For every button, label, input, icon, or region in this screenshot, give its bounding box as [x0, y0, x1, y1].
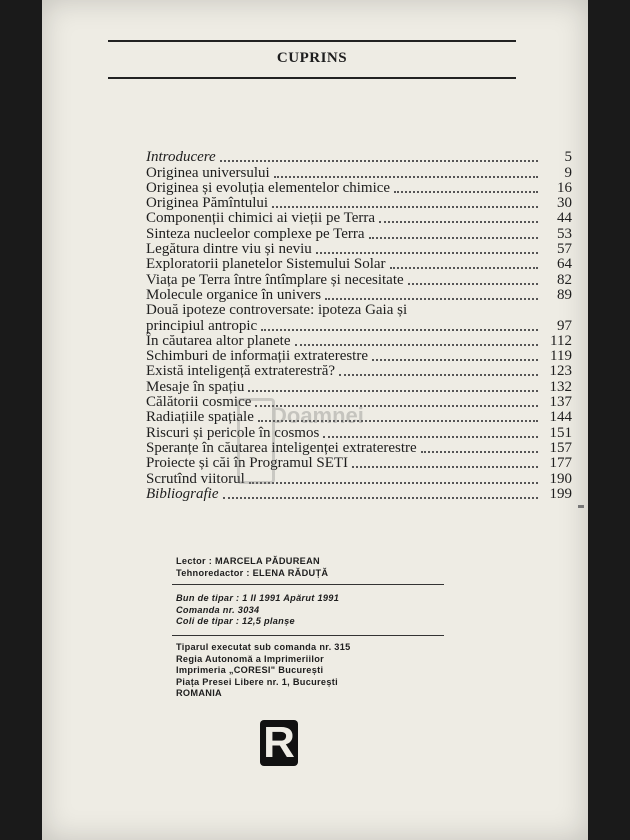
toc-page-number: 132: [549, 378, 572, 395]
dot-leader: [390, 267, 538, 269]
dot-leader: [325, 298, 538, 300]
coli-de-tipar-line: Coli de tipar : 12,5 planșe: [176, 616, 295, 627]
print-info-block: [176, 593, 339, 628]
toc-entry: [146, 349, 572, 364]
top-rule: [108, 40, 516, 42]
toc-entry: [146, 196, 572, 211]
printer-line-4: Piața Presei Libere nr. 1, București: [176, 676, 338, 687]
toc-entry: [146, 181, 572, 196]
watermark: [237, 393, 427, 493]
dot-leader: [421, 451, 538, 453]
printer-line-5: ROMANIA: [176, 688, 222, 699]
edge-mark: [578, 505, 584, 508]
dot-leader: [339, 374, 538, 376]
toc-page-number: 144: [549, 409, 572, 426]
toc-entry: [146, 211, 572, 226]
separator: [172, 584, 444, 585]
toc-page-number: 97: [557, 317, 572, 334]
toc-entry-label: Două ipoteze controversate: ipoteza Gaia și: [146, 302, 408, 319]
title-underline: [108, 77, 516, 79]
printer-line-3: Imprimeria „CORESI" București: [176, 665, 324, 676]
toc-entry-label: Componenții chimici ai vieții pe Terra: [146, 210, 376, 227]
toc-entry-label: Legătura dintre viu și neviu: [146, 241, 312, 258]
toc-page-number: 57: [557, 241, 572, 258]
toc-entry: [146, 288, 572, 303]
toc-page-number: 64: [557, 256, 572, 273]
logo-letter: R: [263, 718, 295, 767]
toc-page-number: 151: [549, 424, 572, 441]
toc-page-number: 199: [549, 485, 572, 502]
toc-page-number: 44: [557, 210, 572, 227]
toc-entry-label: Riscuri și pericole în cosmos: [146, 424, 320, 441]
toc-entry-label: Mesaje în spațiu: [146, 378, 245, 395]
dot-leader: [272, 206, 538, 208]
toc-entry: [146, 226, 572, 241]
toc-entry-label: Există inteligență extraterestră?: [146, 363, 336, 380]
dot-leader: [223, 497, 539, 499]
bun-de-tipar-line: Bun de tipar : 1 II 1991 Apărut 1991: [176, 593, 340, 603]
comanda-line: Comanda nr. 3034: [176, 604, 260, 615]
printer-line-2: Regia Autonomă a Imprimeriilor: [176, 653, 325, 664]
toc-page-number: 82: [557, 271, 572, 288]
watermark-text: Doamnei: [271, 403, 364, 428]
toc-entry-label: Schimburi de informații extraterestre: [146, 348, 369, 365]
toc-page-number: 53: [557, 225, 572, 242]
toc-entry-label: Introducere: [146, 149, 216, 166]
toc-entry-label: Bibliografie: [146, 485, 219, 502]
toc-page-number: 5: [564, 149, 572, 166]
toc-entry-label: Scrutînd viitorul: [146, 470, 245, 487]
toc-page-number: 157: [549, 439, 572, 456]
toc-page-number: 119: [550, 348, 572, 365]
toc-entry-label: Originea și evoluția elementelor chimice: [146, 179, 391, 196]
tehnoredactor-line: Tehnoredactor : ELENA RĂDUȚĂ: [176, 567, 329, 578]
toc-page-number: 177: [549, 455, 572, 472]
toc-entry-label: Viața pe Terra între întîmplare și necesitate: [146, 271, 404, 288]
toc-entry: [146, 257, 572, 272]
printer-block: [176, 642, 351, 700]
dot-leader: [248, 390, 538, 392]
toc-entry-label: Speranțe în căutarea inteligenței extraterestre: [146, 439, 417, 456]
dot-leader: [394, 191, 538, 193]
toc-entry: [146, 334, 572, 349]
toc-entry: [146, 242, 572, 257]
dot-leader: [369, 237, 538, 239]
toc-page-number: 190: [549, 470, 572, 487]
page-title: CUPRINS: [276, 50, 348, 66]
printer-line-1: Tiparul executat sub comanda nr. 315: [176, 642, 351, 652]
toc-entry-label: Radiațiile spațiale: [146, 409, 254, 426]
dot-leader: [274, 176, 538, 178]
toc-page-number: 89: [557, 286, 572, 303]
credits-block: [176, 556, 328, 579]
dot-leader: [372, 359, 538, 361]
dot-leader: [220, 160, 538, 162]
toc-entry-label: Călătorii cosmice: [146, 394, 252, 411]
toc-page-number: 16: [557, 179, 572, 196]
toc-page-number: 123: [549, 363, 572, 380]
toc-page-number: 9: [564, 164, 572, 181]
toc-entry-label: În căutarea altor planete: [146, 332, 291, 349]
dot-leader: [316, 252, 538, 254]
toc-page-number: 137: [549, 394, 572, 411]
toc-entry-label: principiul antropic: [146, 317, 258, 334]
toc-entry-label: Originea universului: [146, 164, 270, 181]
toc-page-number: 30: [557, 195, 572, 212]
toc-entry-label: Sinteza nucleelor complexe pe Terra: [146, 225, 365, 242]
dot-leader: [295, 344, 539, 346]
toc-entry: [146, 318, 572, 333]
watermark-frame-icon: [237, 398, 275, 484]
dot-leader: [408, 283, 538, 285]
toc-entry-label: Originea Pămîntului: [146, 195, 269, 212]
toc-entry: [146, 272, 572, 287]
toc-entry-label: Exploratorii planetelor Sistemului Solar: [146, 256, 386, 273]
book-page: [42, 0, 588, 840]
toc-entry: [146, 150, 572, 165]
dot-leader: [261, 329, 538, 331]
toc-entry-label: Proiecte și căi în Programul SETI: [146, 455, 349, 472]
toc-entry-label: Molecule organice în univers: [146, 286, 322, 303]
dot-leader: [379, 221, 538, 223]
toc-entry: [146, 165, 572, 180]
publisher-logo: [260, 720, 298, 766]
toc-entry: [146, 364, 572, 379]
lector-line: Lector : MARCELA PĂDUREAN: [176, 556, 320, 566]
toc-entry-line: [146, 303, 572, 318]
separator: [172, 635, 444, 636]
toc-page-number: 112: [550, 332, 572, 349]
